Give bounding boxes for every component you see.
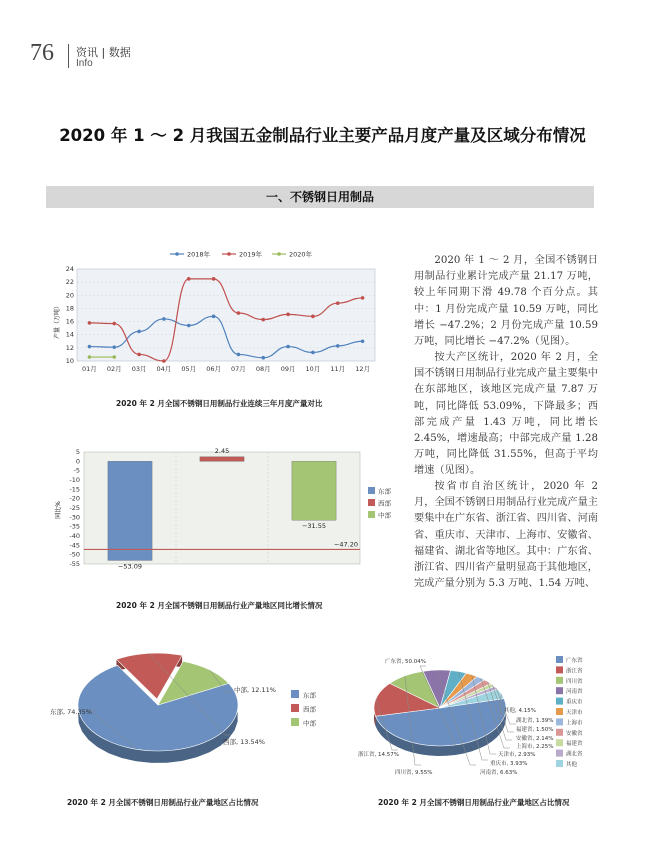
legend-swatch	[368, 499, 375, 506]
slice-label: 河南省, 6.63%	[480, 770, 518, 776]
slice-label: 四川省, 9.55%	[395, 770, 433, 776]
data-point	[88, 345, 92, 349]
y-tick-label: 22	[65, 278, 74, 287]
data-point	[212, 315, 216, 319]
data-point	[137, 330, 141, 334]
legend-swatch	[556, 666, 563, 673]
data-point	[261, 356, 265, 360]
legend-label: 中部	[303, 719, 316, 728]
slice-label: 其他, 4.15%	[504, 708, 536, 714]
data-point	[336, 301, 340, 305]
data-point	[112, 322, 116, 326]
bar-chart-ylabel: 同比%	[55, 501, 62, 519]
slice-label: 上海市, 2.25%	[516, 744, 554, 750]
y-tick-label: 24	[65, 265, 74, 273]
legend-label: 其他	[566, 762, 578, 768]
slice-label: 中部, 12.11%	[234, 686, 276, 694]
bar-chart-legend	[368, 487, 392, 520]
data-point	[137, 353, 141, 357]
x-tick-label: 01月	[82, 365, 97, 373]
pie2-caption: 2020 年 2 月全国不锈钢日用制品行业产量地区占比情况	[378, 798, 570, 807]
legend-swatch	[556, 656, 563, 663]
legend-swatch	[291, 690, 299, 698]
slice-label: 重庆市, 3.93%	[490, 761, 528, 767]
data-point	[237, 311, 241, 315]
data-point	[361, 339, 365, 343]
x-tick-label: 02月	[106, 365, 122, 373]
bar	[292, 461, 336, 520]
legend-label: 中部	[378, 511, 391, 520]
slice-label: 湖北省, 1.39%	[516, 718, 554, 724]
legend-marker	[175, 252, 179, 256]
legend-label: 西部	[303, 705, 316, 714]
bar-value-label: −31.55	[301, 522, 327, 531]
slice-label: 东部, 74.35%	[50, 708, 92, 716]
data-point	[286, 313, 290, 317]
line-chart	[50, 243, 380, 383]
data-point	[112, 345, 116, 349]
legend-label: 河南省	[566, 689, 583, 696]
x-tick-label: 03月	[131, 365, 147, 373]
bar	[200, 457, 244, 462]
legend-swatch	[556, 718, 563, 725]
legend-swatch	[368, 487, 375, 494]
paragraph-3: 按省市自治区统计，2020 年 2 月，全国不锈钢日用制品行业完成产量主要集中在广东省、浙江省、四川省、河南省、重庆市、天津市、上海市、安徽省、福建省、湖北省等地区。其中：广东省、浙江省、四川省产量明显高于其他地区，完成产量分别为 5.3 万吨、1.54 万吨、	[414, 481, 598, 590]
legend-label: 湖北省	[566, 751, 583, 758]
line-chart-legend	[170, 250, 313, 259]
data-point	[112, 355, 116, 359]
article-title: 2020 年 1 ～ 2 月我国五金制品行业主要产品月度产量及区域分布情况	[59, 126, 586, 145]
y-tick-label: 18	[65, 304, 74, 313]
data-point	[187, 324, 191, 328]
legend-marker	[227, 252, 231, 256]
legend-label: 西部	[378, 499, 391, 508]
section-label: 资讯 | 数据	[76, 46, 131, 59]
page-number: 76	[30, 40, 54, 66]
pie1-caption: 2020 年 2 月全国不锈钢日用制品行业产量地区占比情况	[67, 798, 259, 807]
data-point	[162, 359, 166, 363]
paragraph-1: 2020 年 1 ～ 2 月，全国不锈钢日用制品行业累计完成产量 21.17 万吨，较上年同期下滑 49.78 个百分点。其中：1 月份完成产量 10.59 万吨，同比增长 −47.2%；2 月份完成产量 10.59 万吨，同比增长 −47.2%（见图）。	[414, 255, 598, 348]
legend-label: 2019年	[239, 250, 263, 259]
y-tick-label: -55	[69, 560, 80, 568]
slice-label: 西部, 13.54%	[223, 738, 265, 746]
province-pie-chart	[340, 650, 600, 782]
y-tick-label: 20	[65, 291, 74, 300]
data-point	[311, 315, 315, 319]
header-divider	[68, 44, 69, 68]
data-point	[162, 317, 166, 321]
data-point	[311, 351, 315, 355]
data-point	[286, 345, 290, 349]
y-tick-label: 5	[75, 448, 80, 456]
line-chart-caption: 2020 年 2 月全国不锈钢日用制品行业连续三年月度产量对比	[116, 399, 323, 408]
legend-swatch	[556, 760, 563, 767]
bar-value-label: 2.45	[214, 446, 230, 455]
y-tick-label: 0	[75, 457, 80, 466]
legend-swatch	[368, 511, 375, 518]
data-point	[336, 344, 340, 348]
legend-swatch	[556, 708, 563, 715]
y-tick-label: 14	[65, 330, 74, 339]
line-chart-ylabel: 产量（万吨）	[54, 302, 61, 340]
x-tick-label: 06月	[206, 365, 221, 373]
y-tick-label: 16	[65, 317, 74, 326]
x-tick-label: 05月	[181, 365, 197, 373]
bar-value-label: −53.09	[117, 562, 143, 571]
data-point	[187, 277, 191, 281]
x-tick-label: 11月	[330, 365, 346, 373]
y-tick-label: -20	[69, 494, 80, 503]
y-tick-label: 12	[65, 343, 74, 352]
slice-label: 福建省, 1.50%	[516, 727, 554, 733]
legend-label: 浙江省	[566, 668, 583, 675]
legend-swatch	[556, 729, 563, 736]
data-point	[237, 353, 241, 357]
legend-label: 2020年	[289, 250, 313, 259]
legend-label: 上海市	[566, 720, 583, 727]
legend-label: 安徽省	[566, 730, 583, 737]
bar-chart-caption: 2020 年 2 月全国不锈钢日用制品行业产量地区同比增长情况	[116, 601, 323, 610]
data-point	[88, 321, 92, 325]
legend-swatch	[556, 750, 563, 757]
data-point	[212, 277, 216, 281]
legend-label: 东部	[378, 487, 391, 496]
data-point	[361, 296, 365, 300]
average-line-label: −47.20	[333, 540, 358, 549]
y-tick-label: -5	[73, 466, 80, 475]
legend-label: 天津市	[566, 710, 583, 716]
legend-label: 东部	[303, 691, 316, 700]
x-tick-label: 12月	[355, 365, 370, 373]
region-pie-chart	[30, 640, 330, 780]
y-tick-label: -30	[69, 513, 80, 522]
y-tick-label: -15	[69, 485, 80, 494]
legend-swatch	[556, 677, 563, 684]
y-tick-label: -45	[69, 541, 80, 550]
data-point	[261, 318, 265, 322]
slice-label: 天津市, 2.93%	[498, 752, 536, 758]
legend-swatch	[556, 739, 563, 746]
bar	[108, 461, 152, 560]
y-tick-label: -10	[69, 476, 80, 484]
section-heading: 一、不锈钢日用制品	[46, 186, 594, 208]
y-tick-label: -35	[69, 522, 80, 531]
y-tick-label: -25	[69, 504, 80, 512]
y-tick-label: -50	[69, 550, 80, 559]
data-point	[88, 355, 92, 359]
legend-label: 福建省	[566, 741, 583, 748]
legend-swatch	[291, 704, 299, 712]
legend-label: 2018年	[187, 250, 211, 259]
legend-swatch	[556, 687, 563, 694]
slice-label: 广东省, 50.04%	[385, 659, 426, 665]
x-tick-label: 04月	[156, 365, 172, 373]
legend-label: 四川省	[566, 678, 583, 685]
legend-swatch	[291, 718, 299, 726]
y-tick-label: -40	[69, 532, 80, 540]
y-tick-label: 10	[65, 357, 74, 365]
legend-label: 广东省	[566, 658, 583, 664]
bar-chart	[50, 440, 405, 576]
legend-marker	[277, 252, 281, 256]
paragraph-2: 按大产区统计，2020 年 2 月，全国不锈钢日用制品行业完成产量主要集中在东部地区，该地区完成产量 7.87 万吨，同比降低 53.09%，下降最多；西部完成产量 1.43 万吨，同比增长 2.45%，增速最高；中部完成产量 1.28 万吨，同比降低 31.55%，但高于平均增速（见图）。	[414, 352, 598, 477]
x-tick-label: 08月	[255, 365, 271, 373]
legend-swatch	[556, 698, 563, 705]
slice-label: 安徽省, 2.14%	[516, 736, 554, 742]
x-tick-label: 07月	[231, 365, 246, 373]
x-tick-label: 10月	[305, 365, 321, 373]
x-tick-label: 09月	[280, 365, 296, 373]
slice-label: 浙江省, 14.57%	[358, 752, 399, 758]
legend-label: 重庆市	[566, 699, 583, 706]
section-label-en: Info	[76, 58, 93, 69]
